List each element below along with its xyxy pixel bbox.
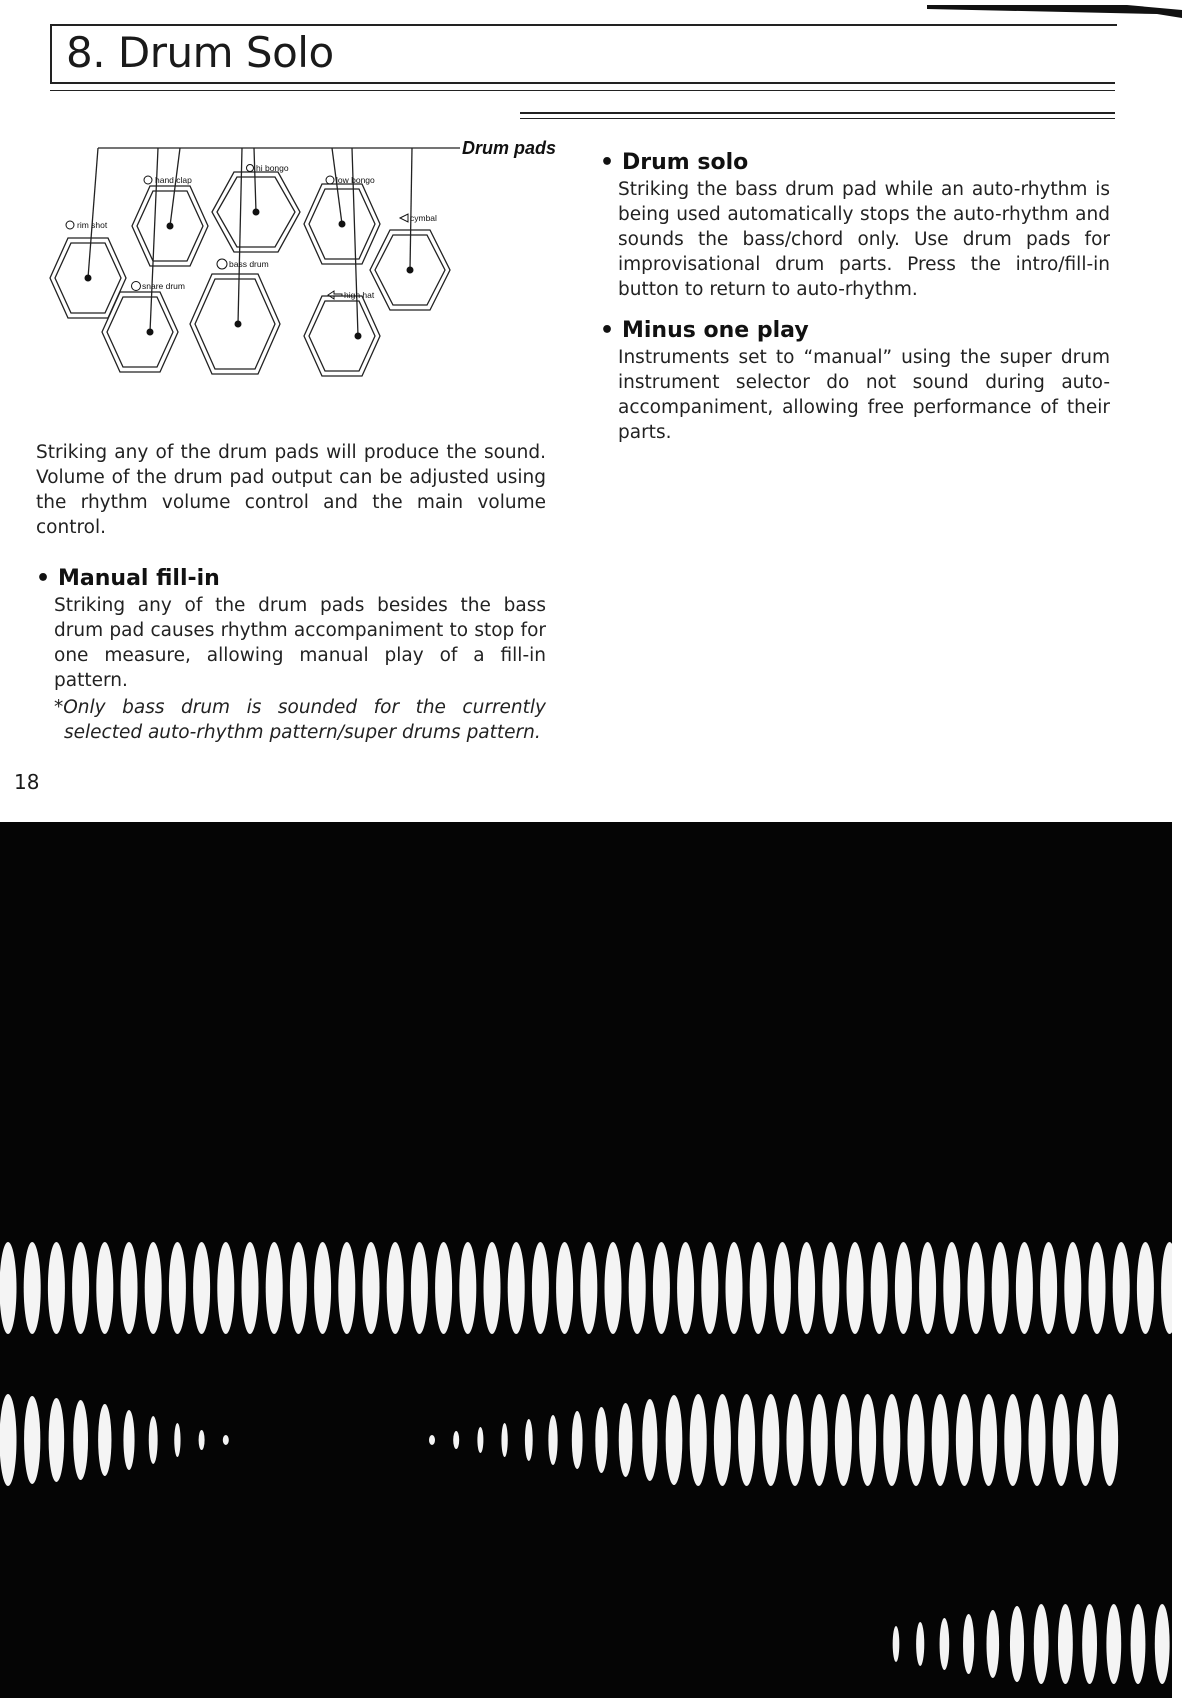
binding-hole <box>217 1242 234 1334</box>
diagram-caption: Drum pads <box>462 140 557 158</box>
binding-hole <box>798 1242 815 1334</box>
binding-hole <box>1040 1242 1057 1334</box>
binding-hole <box>73 1400 88 1480</box>
page-header <box>0 0 1188 130</box>
binding-holes <box>0 822 1172 1698</box>
title-rule <box>50 82 1115 84</box>
pad-snare-drum <box>102 292 178 372</box>
minus-one-play-body: Instruments set to “manual” using the super drum instrument selector do not sound during auto-accompaniment, allowing free performance of their parts. <box>618 347 1110 443</box>
binding-hole <box>1113 1242 1130 1334</box>
intro-paragraph: Striking any of the drum pads will produce the sound. Volume of the drum pad output can be adjusted using the rhythm volume control and the main volume control. <box>36 442 546 538</box>
binding-hole <box>580 1242 597 1334</box>
binding-hole <box>1004 1394 1021 1486</box>
binding-hole <box>338 1242 355 1334</box>
manual-fill-in-heading: • Manual fill-in <box>36 566 220 591</box>
binding-hole <box>96 1242 113 1334</box>
binding-hole <box>1064 1242 1081 1334</box>
binding-hole <box>835 1394 852 1486</box>
binding-hole <box>145 1242 162 1334</box>
bullet-icon: • <box>600 318 615 343</box>
minus-one-play-section <box>600 318 1110 445</box>
binding-hole <box>666 1395 683 1485</box>
binding-hole <box>459 1242 476 1334</box>
drum-solo-body: Striking the bass drum pad while an auto-rhythm is being used automatically stops the auto-rhythm and sounds the bass/chord only. Use drum pads for improvisational drum parts. Press the intro/fill-in button to return to auto-rhythm. <box>618 179 1110 300</box>
binding-hole <box>98 1404 111 1476</box>
binding-hole <box>786 1394 803 1486</box>
binding-hole <box>1082 1604 1097 1684</box>
binding-hole <box>363 1242 380 1334</box>
binding-hole <box>0 1394 17 1486</box>
binding-hole <box>1155 1604 1170 1684</box>
bongo-icon <box>326 176 334 184</box>
binding-hole <box>932 1394 949 1486</box>
binding-hole <box>822 1242 839 1334</box>
binding-hole <box>411 1242 428 1334</box>
pad-label: bass drum <box>229 259 269 269</box>
binding-hole <box>1101 1394 1118 1486</box>
drum-solo-section <box>600 150 1110 302</box>
binding-hole <box>501 1423 507 1457</box>
binding-hole <box>1028 1394 1045 1486</box>
binding-hole <box>738 1394 755 1486</box>
pad-label: hi bongo <box>256 163 289 173</box>
binding-hole <box>435 1242 452 1334</box>
binding-hole <box>943 1242 960 1334</box>
manual-fill-in-body: Striking any of the drum pads besides the bass drum pad causes rhythm accompaniment to stop for one measure, allowing manual play of a fill-in pattern. <box>54 595 546 691</box>
binding-hole <box>726 1242 743 1334</box>
binding-hole <box>1053 1394 1070 1486</box>
binding-hole <box>1137 1242 1154 1334</box>
pad-label: snare drum <box>142 281 185 291</box>
drum-solo-heading: • Drum solo <box>600 150 749 175</box>
cymbal-icon <box>400 214 408 222</box>
binding-hole <box>774 1242 791 1334</box>
binding-hole <box>1131 1604 1146 1684</box>
binding-hole <box>811 1394 828 1486</box>
binding-hole <box>883 1394 900 1486</box>
binding-hole <box>714 1394 731 1486</box>
binding-hole <box>895 1242 912 1334</box>
binding-hole <box>980 1394 997 1486</box>
drum-pads-diagram <box>40 140 580 430</box>
binding-hole <box>940 1618 950 1670</box>
binding-hole <box>556 1242 573 1334</box>
pad-label: high hat <box>344 290 375 300</box>
binding-hole <box>859 1394 876 1486</box>
binding-hole <box>629 1242 646 1334</box>
pad-label: rim shot <box>77 220 108 230</box>
binding-hole <box>871 1242 888 1334</box>
binding-hole <box>1106 1604 1121 1684</box>
title-rule-4 <box>520 118 1115 119</box>
snare-drum-icon <box>132 282 141 291</box>
binding-hole <box>572 1411 583 1469</box>
intro-block <box>36 440 546 540</box>
binding-hole <box>595 1407 607 1473</box>
manual-fill-in-section <box>36 566 546 745</box>
binding-hole <box>677 1242 694 1334</box>
title-rule-3 <box>520 112 1115 114</box>
bullet-icon: • <box>600 150 615 175</box>
binding-hole <box>223 1435 229 1445</box>
binding-hole <box>1010 1606 1024 1682</box>
binding-hole <box>1161 1242 1172 1334</box>
binding-hole <box>987 1610 1000 1678</box>
binding-hole <box>199 1430 205 1450</box>
binding-hole <box>642 1399 657 1481</box>
corner-bar <box>927 0 1182 18</box>
binding-hole <box>149 1416 158 1464</box>
page-title: 8. Drum Solo <box>66 28 334 77</box>
binding-hole <box>242 1242 259 1334</box>
rim-shot-icon <box>66 221 74 229</box>
binding-hole <box>1058 1604 1073 1684</box>
binding-hole <box>968 1242 985 1334</box>
binding-hole <box>429 1435 435 1445</box>
pad-high-hat <box>304 296 380 376</box>
binding-hole <box>847 1242 864 1334</box>
binding-hole <box>525 1419 533 1461</box>
minus-one-play-heading: • Minus one play <box>600 318 809 343</box>
binding-hole <box>653 1242 670 1334</box>
page-number: 18 <box>14 770 40 794</box>
binding-hole <box>266 1242 283 1334</box>
binding-hole <box>893 1626 900 1662</box>
binding-hole <box>1016 1242 1033 1334</box>
binding-hole <box>992 1242 1009 1334</box>
binding-hole <box>762 1394 779 1486</box>
binding-hole <box>290 1242 307 1334</box>
binding-hole <box>453 1431 459 1449</box>
bass-drum-icon <box>217 259 227 269</box>
binding-hole <box>169 1242 186 1334</box>
pad-label: hand clap <box>155 175 192 185</box>
bongo-icon <box>247 165 254 172</box>
hand-clap-icon <box>144 176 152 184</box>
bullet-icon: • <box>36 566 51 591</box>
binding-hole <box>532 1242 549 1334</box>
scan-dark-area <box>0 822 1172 1698</box>
binding-hole <box>605 1242 622 1334</box>
binding-hole <box>0 1242 17 1334</box>
binding-hole <box>48 1242 65 1334</box>
binding-hole <box>956 1394 973 1486</box>
binding-hole <box>916 1622 924 1666</box>
binding-hole <box>484 1242 501 1334</box>
binding-hole <box>508 1242 525 1334</box>
binding-hole <box>1089 1242 1106 1334</box>
binding-hole <box>1034 1604 1049 1684</box>
binding-hole <box>314 1242 331 1334</box>
binding-hole <box>387 1242 404 1334</box>
pad-label: cymbal <box>410 213 437 223</box>
binding-hole <box>174 1423 180 1457</box>
binding-hole <box>49 1398 65 1482</box>
title-rule-2 <box>50 90 1115 91</box>
binding-hole <box>24 1242 41 1334</box>
binding-hole <box>123 1410 134 1470</box>
binding-hole <box>963 1614 974 1674</box>
binding-hole <box>1077 1394 1094 1486</box>
binding-hole <box>907 1394 924 1486</box>
high-hat-icon <box>328 291 342 299</box>
binding-hole <box>619 1403 633 1477</box>
binding-hole <box>193 1242 210 1334</box>
manual-fill-in-note: *Only bass drum is sounded for the currently selected auto-rhythm pattern/super drums pattern. <box>54 697 546 743</box>
binding-hole <box>548 1415 557 1465</box>
pad-label: low bongo <box>336 175 375 185</box>
binding-hole <box>919 1242 936 1334</box>
binding-hole <box>121 1242 138 1334</box>
binding-hole <box>701 1242 718 1334</box>
binding-hole <box>24 1396 40 1484</box>
binding-hole <box>72 1242 89 1334</box>
binding-hole <box>750 1242 767 1334</box>
binding-hole <box>690 1394 707 1486</box>
binding-hole <box>477 1427 483 1453</box>
